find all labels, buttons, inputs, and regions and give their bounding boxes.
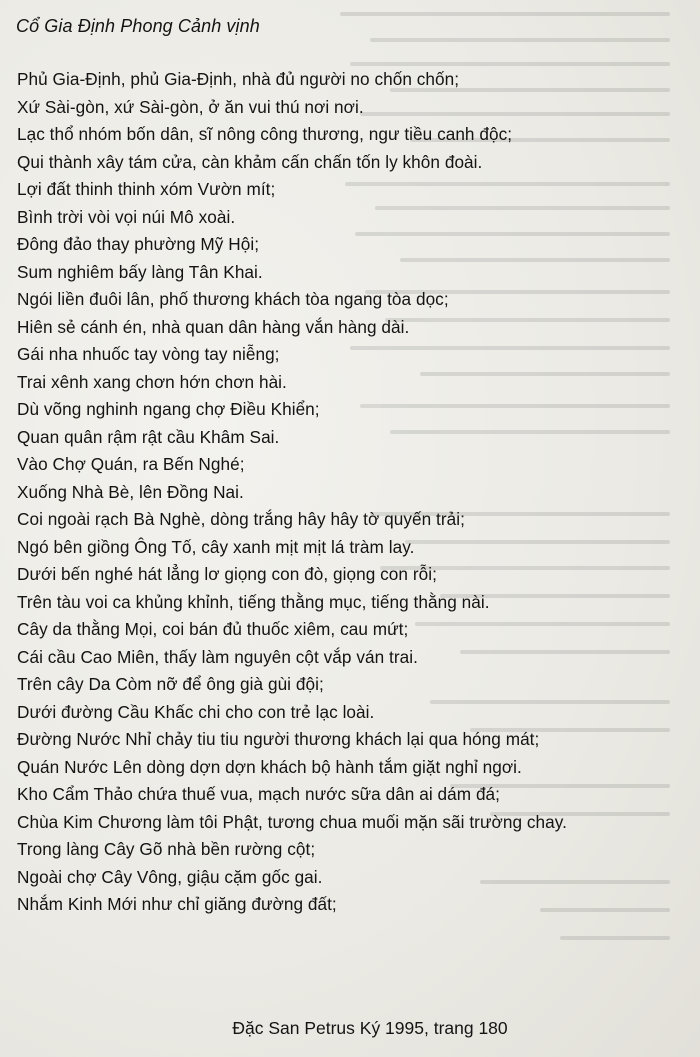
poem-line: Ngói liền đuôi lân, phố thương khách tòa ngang tòa dọc; [17, 289, 449, 309]
poem-line: Gái nha nhuốc tay vòng tay niễng; [17, 344, 280, 364]
poem-line: Trên cây Da Còm nỡ để ông già gùi đội; [17, 674, 324, 694]
poem-line: Qui thành xây tám cửa, càn khảm cấn chấn tốn ly khôn đoài. [17, 151, 483, 172]
poem-line: Xuống Nhà Bè, lên Đồng Nai. [17, 481, 244, 502]
poem-line: Cây da thằng Mọi, coi bán đủ thuốc xiêm, cau mứt; [17, 619, 409, 639]
poem-line: Dưới bến nghé hát lẳng lơ giọng con đò, giọng con rỗi; [17, 564, 437, 584]
poem-line: Hiên sẻ cánh én, nhà quan dân hàng vắn hàng dài. [17, 316, 410, 337]
poem-line: Chùa Kim Chương làm tôi Phật, tương chua muối mặn sãi trường chay. [17, 811, 567, 832]
poem-line: Sum nghiêm bấy làng Tân Khai. [17, 261, 263, 282]
poem-body [17, 66, 697, 919]
poem-line: Bình trời vòi vọi núi Mô xoài. [17, 206, 236, 227]
poem-line: Quan quân rậm rật cầu Khâm Sai. [17, 426, 280, 447]
poem-line: Vào Chợ Quán, ra Bến Nghé; [17, 454, 245, 474]
poem-title: Cổ Gia Định Phong Cảnh vịnh [16, 16, 260, 36]
poem-line: Cái cầu Cao Miên, thấy làm nguyên cột vắp ván trai. [17, 646, 418, 667]
poem-line: Trong làng Cây Gõ nhà bền rường cột; [17, 839, 316, 859]
poem-line: Dưới đường Cầu Khấc chi cho con trẻ lạc loài. [17, 701, 375, 722]
poem-line: Trai xênh xang chơn hớn chơn hài. [17, 371, 287, 392]
poem-line: Lạc thổ nhóm bốn dân, sĩ nông công thương, ngư tiều canh độc; [17, 124, 513, 144]
poem-line: Xứ Sài-gòn, xứ Sài-gòn, ở ăn vui thú nơi nơi. [17, 96, 364, 117]
poem-line: Trên tàu voi ca khủng khỉnh, tiếng thằng mục, tiếng thằng nài. [17, 591, 490, 612]
poem-line: Phủ Gia-Định, phủ Gia-Định, nhà đủ người no chốn chốn; [17, 69, 460, 89]
poem-line: Ngoài chợ Cây Vông, giậu cặm gốc gai. [17, 866, 323, 887]
poem-line: Nhắm Kinh Mới như chỉ giăng đường đất; [17, 894, 337, 914]
poem-line: Đông đảo thay phường Mỹ Hội; [17, 234, 260, 254]
poem-line: Quán Nước Lên dòng dợn dợn khách bộ hành tắm giặt nghỉ ngơi. [17, 756, 522, 777]
poem-line: Lợi đất thinh thinh xóm Vườn mít; [17, 179, 276, 199]
page-footer-citation: Đặc San Petrus Ký 1995, trang 180 [232, 1018, 508, 1038]
poem-line: Đường Nước Nhỉ chảy tiu tiu người thương khách lại qua hóng mát; [17, 729, 540, 749]
poem-line: Dù võng nghinh ngang chợ Điều Khiển; [17, 399, 320, 419]
poem-line: Kho Cẩm Thảo chứa thuế vua, mạch nước sữa dân ai dám đá; [17, 784, 500, 804]
poem-line: Coi ngoài rạch Bà Nghè, dòng trắng hây hây tờ quyến trải; [17, 509, 465, 529]
poem-line: Ngó bên giồng Ông Tố, cây xanh mịt mịt lá tràm lay. [17, 536, 415, 557]
